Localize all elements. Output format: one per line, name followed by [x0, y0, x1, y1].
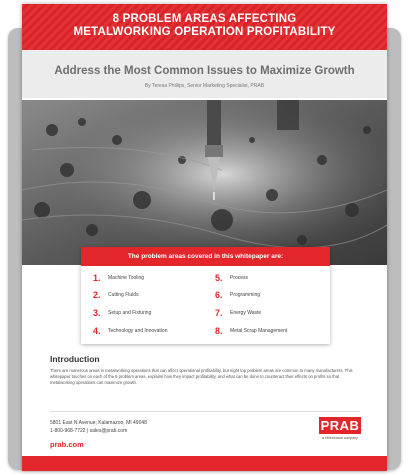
footer-contact: 1-800-968-7722 | sales@prab.com: [50, 428, 128, 434]
problem-label: Process: [230, 275, 249, 281]
problem-item: [93, 306, 151, 320]
introduction-heading: Introduction: [50, 354, 100, 364]
problem-item: [215, 288, 260, 302]
problem-label: Energy Waste: [230, 310, 262, 316]
problem-label: Technology and Innovation: [108, 328, 168, 334]
logo-tagline: a Hillenbrand company: [322, 436, 358, 440]
introduction-text: There are numerous areas in metalworking operations that can affect operational profitability, but eight top problem areas are common to many manufacturers. This whitepaper touches on each of the 8 problem areas, explains how they impact profitability, and what can be done to counteract their effects on profits so that metalworking operations can maximize growth.: [50, 368, 353, 385]
prab-logo: PRAB: [320, 418, 360, 433]
title-banner: [22, 4, 387, 50]
whitepaper-page: [22, 4, 387, 471]
problem-areas-box: [81, 247, 330, 344]
problem-number: 6.: [215, 290, 223, 300]
byline: By Teresa Phillips, Senior Marketing Specialist, PRAB: [144, 83, 265, 89]
problem-label: Cutting Fluids: [108, 292, 139, 298]
footer-website-link[interactable]: prab.com: [50, 440, 84, 449]
title-line-1: 8 PROBLEM AREAS AFFECTING: [112, 13, 297, 25]
subtitle: Address the Most Common Issues to Maximize Growth: [54, 65, 355, 77]
problem-number: 8.: [215, 326, 223, 336]
problem-item: [93, 324, 168, 338]
problem-label: Metal Scrap Management: [230, 328, 288, 334]
bottom-bar: [22, 456, 387, 471]
problem-areas-list: [81, 266, 330, 344]
problem-number: 5.: [215, 273, 223, 283]
problem-number: 4.: [93, 326, 101, 336]
problem-number: 3.: [93, 308, 101, 318]
problem-areas-heading: The problem areas covered in this whitepaper are:: [81, 247, 330, 266]
problem-number: 2.: [93, 290, 101, 300]
problem-item: [93, 271, 144, 285]
problem-item: [215, 271, 248, 285]
problem-number: 7.: [215, 308, 223, 318]
footer-divider: [50, 411, 360, 412]
problem-item: [215, 306, 261, 320]
problem-number: 1.: [93, 273, 101, 283]
title-line-2: METALWORKING OPERATION PROFITABILITY: [73, 26, 336, 38]
problem-label: Programming: [230, 292, 261, 298]
machining-photo: [22, 100, 387, 265]
footer-address: 5801 East N Avenue, Kalamazoo, MI 49048: [50, 420, 147, 426]
problem-label: Machine Tooling: [108, 275, 145, 281]
problem-item: [93, 288, 139, 302]
problem-label: Setup and Fixturing: [108, 310, 152, 316]
problem-item: [215, 324, 287, 338]
